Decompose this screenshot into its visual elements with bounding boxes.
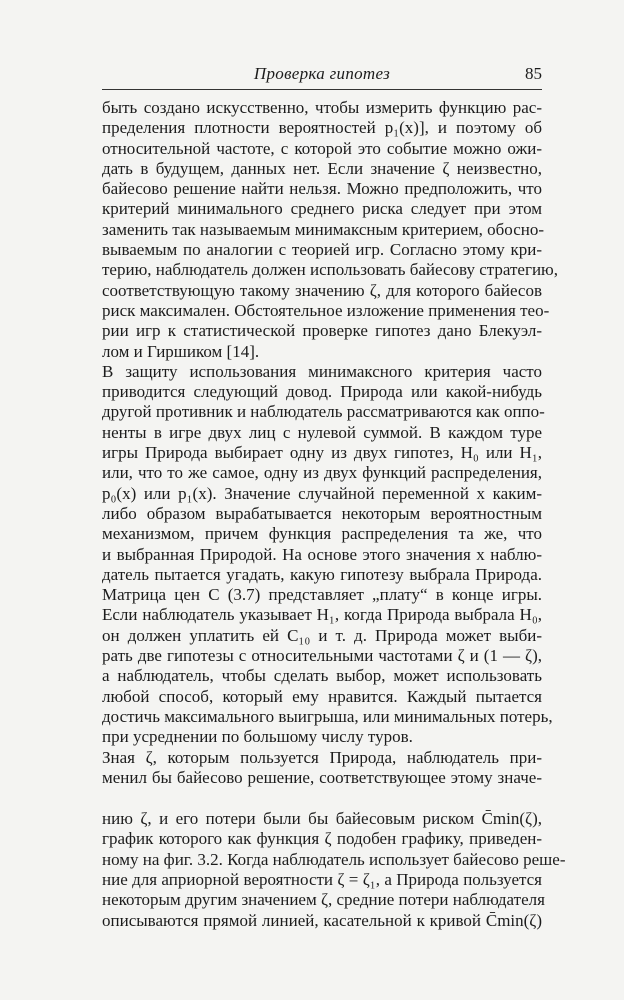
page-header: [102, 64, 542, 88]
text-line: байесово решение найти нельзя. Можно предположить, что: [102, 179, 542, 199]
text-line: график которого как функция ζ подобен графику, приведен-: [102, 829, 542, 849]
text-line: соответствующую такому значению ζ, для которого байесов: [102, 280, 542, 300]
text-line: приводится следующий довод. Природа или какой-нибудь: [102, 382, 542, 402]
text-line: достичь максимального выигрыша, или минимальных потерь,: [102, 706, 553, 726]
text-line: а наблюдатель, чтобы сделать выбор, может использовать: [102, 666, 542, 686]
running-title: Проверка гипотез: [253, 64, 391, 83]
text-line: нию ζ, и его потери были бы байесовым риском C̄min(ζ),: [102, 809, 542, 829]
text-line: рии игр к статистической проверке гипотез дано Блекуэл-: [102, 321, 542, 341]
text-line: лом и Гиршиком [14].: [102, 341, 260, 361]
text-line: терию, наблюдатель должен использовать байесову стратегию,: [102, 260, 558, 280]
text-line: Зная ζ, которым пользуется Природа, наблюдатель при-: [102, 747, 542, 767]
text-line: любой способ, который ему нравится. Каждый пытается: [102, 686, 542, 706]
text-line: механизмом, причем функция распределения та же, что: [102, 524, 542, 544]
text-line: либо образом вырабатывается некоторым вероятностным: [102, 503, 542, 523]
paragraph-1: [102, 98, 558, 362]
figure-gap: [102, 788, 542, 809]
page-number: 85: [525, 64, 542, 83]
text-line: датель пытается угадать, какую гипотезу выбрала Природа.: [102, 564, 542, 584]
text-line: быть создано искусственно, чтобы измерить функцию рас-: [102, 98, 542, 117]
text-line: дать в будущем, данных нет. Если значение ζ неизвестно,: [102, 158, 542, 178]
text-line: другой противник и наблюдатель рассматриваются как оппо-: [102, 402, 545, 422]
text-line: пределения плотности вероятностей p₁(x)], и поэтому об: [102, 118, 542, 138]
paragraph-2: [102, 361, 553, 748]
text-line: критерий минимального среднего риска следует при этом: [102, 199, 542, 219]
paragraph-3-continued: [102, 809, 566, 931]
text-line: ние для априорной вероятности ζ = ζ₁, а Природа пользуется: [102, 869, 542, 889]
header-rule: [102, 89, 542, 90]
text-line: и выбранная Природой. На основе этого значения x наблю-: [102, 544, 542, 564]
text-line: вываемым по аналогии с теорией игр. Согласно этому кри-: [102, 240, 542, 260]
text-line: описываются прямой линией, касательной к кривой C̄min(ζ): [102, 910, 542, 930]
text-line: игры Природа выбирает одну из двух гипотез, H₀ или H₁,: [102, 443, 542, 463]
text-line: заменить так называемым минимаксным критерием, обосно-: [102, 219, 544, 239]
text-line: некоторым другим значением ζ, средние потери наблюдателя: [102, 890, 545, 910]
text-line: рать две гипотезы с относительными частотами ζ и (1 — ζ),: [102, 646, 542, 666]
text-line: относительной частоте, с которой это событие можно ожи-: [102, 138, 542, 158]
body-text: [102, 98, 566, 931]
text-line: Матрица цен C (3.7) представляет „плату“ в конце игры.: [102, 585, 542, 605]
text-line: риск максимален. Обстоятельное изложение применения тео-: [102, 300, 550, 320]
text-line: менил бы байесово решение, соответствующее этому значе-: [102, 767, 542, 787]
text-line: p₀(x) или p₁(x). Значение случайной переменной x каким-: [102, 483, 542, 503]
text-line: при усреднении по большому числу туров.: [102, 727, 413, 747]
text-line: или, что то же самое, одну из двух функций распределения,: [102, 463, 542, 483]
text-line: В защиту использования минимаксного критерия часто: [102, 361, 542, 381]
paragraph-3: [102, 748, 542, 789]
text-line: он должен уплатить ей C₁₀ и т. д. Природа может выби-: [102, 625, 542, 645]
text-line: Если наблюдатель указывает H₁, когда Природа выбрала H₀,: [102, 605, 542, 625]
text-line: ному на фиг. 3.2. Когда наблюдатель использует байесово реше-: [102, 849, 566, 869]
text-line: ненты в игре двух лиц с нулевой суммой. В каждом туре: [102, 422, 542, 442]
